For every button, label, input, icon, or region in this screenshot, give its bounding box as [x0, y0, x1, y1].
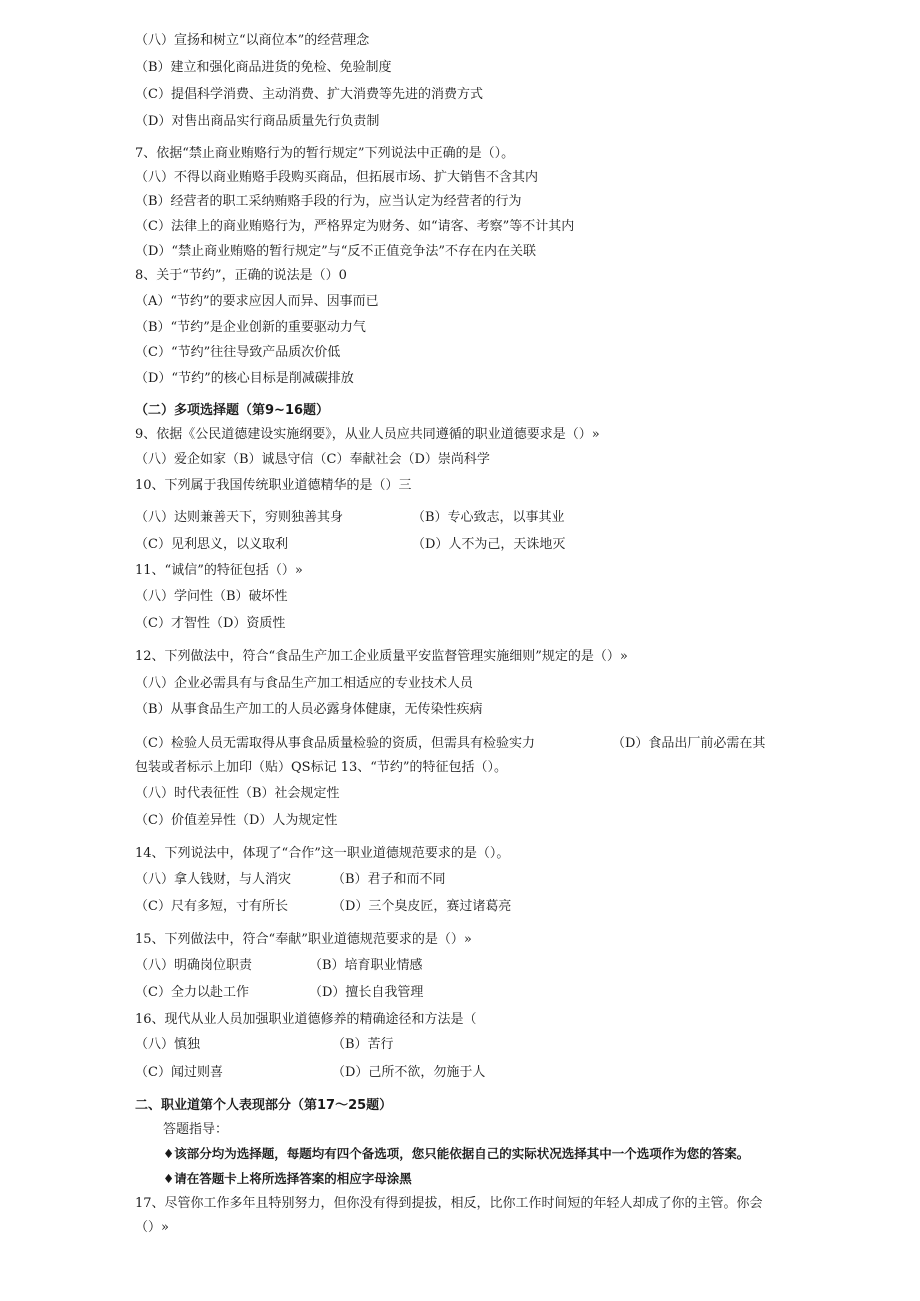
q11-stem: 11、“诚信”的特征包括（）»: [135, 563, 303, 578]
q15-option-a: （八）明确岗位职责: [135, 958, 253, 973]
q11-options-ab: （八）学问性（B）破坏性: [135, 589, 288, 604]
q16-option-d: （D）己所不欲，勿施于人: [332, 1065, 486, 1080]
q12-option-d-continued-q13-stem: 包装或者标示上加印（贴）QS标记 13、“节约”的特征包括（）。: [135, 760, 508, 775]
q7-option-b: （B）经营者的职工采纳贿赂手段的行为，应当认定为经营者的行为: [135, 194, 522, 209]
q15-stem: 15、下列做法中，符合“奉献”职业道德规范要求的是（）»: [135, 932, 472, 947]
instruction-1: ♦该部分均为选择题，每题均有四个备选项，您只能依据自己的实际状况选择其中一个选项作为您的答案。: [163, 1146, 750, 1161]
q12-option-a: （八）企业必需具有与食品生产加工相适应的专业技术人员: [135, 676, 474, 691]
q16-option-c: （C）闻过则喜: [135, 1065, 223, 1080]
q14-option-c: （C）尺有多短，寸有所长: [135, 899, 288, 914]
q6-option-d: （D）对售出商品实行商品质量先行负责制: [135, 114, 380, 129]
q9-options: （八）爱企如家（B）诚恳守信（C）奉献社会（D）崇尚科学: [135, 452, 490, 467]
instruction-2: ♦请在答题卡上将所选择答案的相应字母涂黑: [163, 1171, 412, 1186]
q8-stem: 8、关于“节约”，正确的说法是（）0: [135, 268, 347, 283]
q15-option-b: （B）培育职业情感: [309, 958, 423, 973]
q14-option-b: （B）君子和而不同: [332, 872, 446, 887]
q12-stem: 12、下列做法中，符合“食品生产加工企业质量平安监督管理实施细则”规定的是（）»: [135, 649, 628, 664]
q10-option-a: （八）达则兼善天下，穷则独善其身: [135, 510, 344, 525]
q16-option-b: （B）苦行: [332, 1037, 394, 1052]
q8-option-c: （C）“节约”往往导致产品质次价低: [135, 345, 341, 360]
q14-stem: 14、下列说法中，体现了“合作”这一职业道德规范要求的是（）。: [135, 846, 510, 861]
instructions-label: 答题指导：: [163, 1122, 229, 1137]
q14-option-d: （D）三个臭皮匠，赛过诸葛亮: [332, 899, 512, 914]
q8-option-a: （A）“节约”的要求应因人而异、因事而已: [135, 294, 379, 309]
q7-stem: 7、依据“禁止商业贿赂行为的暂行规定”下列说法中正确的是（）。: [135, 146, 515, 161]
q7-option-d: （D）“禁止商业贿赂的暂行规定”与“反不正值竞争法”不存在内在关联: [135, 244, 537, 259]
q7-option-a: （八）不得以商业贿赂手段购买商品，但拓展市场、扩大销售不含其内: [135, 170, 539, 185]
q17-stem: 17、尽管你工作多年且特别努力，但你没有得到提拔，相反，比你工作时间短的年轻人却成了你的主管。你会: [135, 1196, 763, 1211]
q15-option-c: （C）全力以赴工作: [135, 985, 249, 1000]
q6-option-a: （八）宣扬和树立“以商位本”的经营理念: [135, 33, 370, 48]
q17-stem-continued: （）»: [135, 1220, 169, 1235]
q13-options-cd: （C）价值差异性（D）人为规定性: [135, 813, 338, 828]
q12-option-c: （C）检验人员无需取得从事食品质量检验的资质，但需具有检验实力: [135, 736, 535, 751]
q16-stem: 16、现代从业人员加强职业道德修养的精确途径和方法是（: [135, 1012, 477, 1027]
q9-stem: 9、依据《公民道德建设实施纲要》，从业人员应共同遵循的职业道德要求是（）»: [135, 427, 600, 442]
q6-option-c: （C）提倡科学消费、主动消费、扩大消费等先进的消费方式: [135, 87, 483, 102]
q16-option-a: （八）慎独: [135, 1037, 201, 1052]
q8-option-b: （B）“节约”是企业创新的重要驱动力气: [135, 320, 366, 335]
q10-option-c: （C）见利思义，以义取利: [135, 537, 288, 552]
q15-option-d: （D）擅长自我管理: [309, 985, 424, 1000]
q11-options-cd: （C）才智性（D）资质性: [135, 616, 286, 631]
q8-option-d: （D）“节约”的核心目标是削减碳排放: [135, 371, 354, 386]
q6-option-b: （B）建立和强化商品进货的免检、免验制度: [135, 60, 392, 75]
q10-stem: 10、下列属于我国传统职业道德精华的是（）三: [135, 478, 412, 493]
section-heading-multiple-choice: （二）多项选择题（第9~16题）: [135, 403, 330, 418]
q12-option-d: （D）食品出厂前必需在其: [612, 736, 766, 751]
q10-option-d: （D）人不为己，天诛地灭: [412, 537, 566, 552]
q7-option-c: （C）法律上的商业贿赂行为，严格界定为财务、如“请客、考察”等不计其内: [135, 219, 575, 234]
q14-option-a: （八）拿人钱财，与人消灾: [135, 872, 292, 887]
q13-options-ab: （八）时代表征性（B）社会规定性: [135, 786, 340, 801]
q10-option-b: （B）专心致志，以事其业: [412, 510, 565, 525]
section-heading-personal-performance: 二、职业道第个人表现部分（第17〜25题）: [135, 1098, 393, 1113]
q12-option-b: （B）从事食品生产加工的人员必露身体健康，无传染性疾病: [135, 702, 483, 717]
